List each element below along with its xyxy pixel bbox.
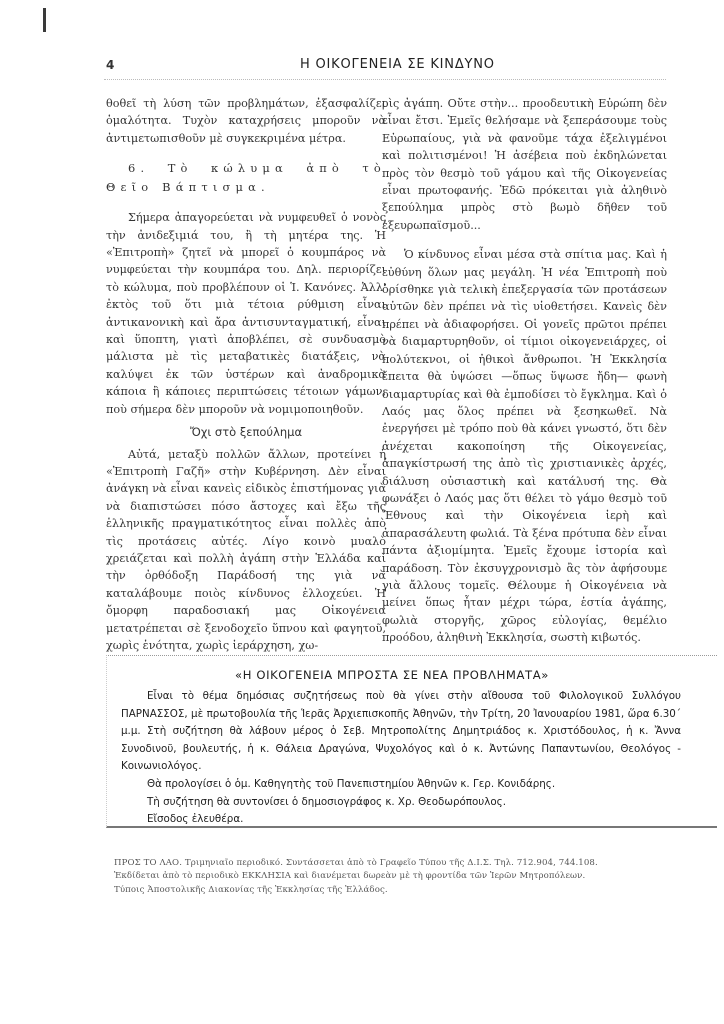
announcement-title: «Η ΟΙΚΟΓΕΝΕΙΑ ΜΠΡΟΣΤΑ ΣΕ ΝΕΑ ΠΡΟΒΛΗΜΑΤΑ» <box>235 668 549 682</box>
running-title: Η ΟΙΚΟΓΕΝΕΙΑ ΣΕ ΚΙΝΔΥΝΟ <box>300 57 495 72</box>
continuation-paragraph: ρὶς ἀγάπη. Οὔτε στὴν... προοδευτικὴ Εὐρώπη δὲν εἶναι ἔτσι. Ἐμεῖς θελήσαμε νὰ ξεπεράσουμε τοὺς Εὐρωπαίους, γιὰ νὰ φανοῦμε τάχα ἐξελιγμένοι καὶ πολιτισμένοι! Ἡ ἀσέβεια ποὺ ἐκδηλώνεται πρὸς τὸν θεσμὸ τοῦ γάμου καὶ τῆς Οἰκογενείας εἶναι πρωτοφανής. Ἐδῶ πρόκειται γιὰ ἀληθινὸ ξεπούλημα μπρὸς στὸ βωμὸ δῆθεν τοῦ ἐξευρωπαϊσμοῦ... <box>382 97 667 232</box>
subheading-paragraph: Αὐτά, μεταξὺ πολλῶν ἄλλων, προτείνει ἡ «Ἐπιτροπὴ Γαζῆ» στὴν Κυβέρνηση. Δὲν εἶναι ἀνάγκη νὰ εἶναι κανεὶς εἰδικὸς ἐπιστήμονας γιὰ νὰ διαπιστώσει πόσο ἄστοχες καὶ ἔξω τῆς ἑλληνικῆς πραγματικότητος εἶναι πολλὲς ἀπὸ τὶς προτάσεις αὐτές. Λίγο κοινὸ μυαλὸ χρειάζεται καὶ πολλὴ ἀγάπη στὴν Ἑλλάδα καὶ τὴν ὀρθόδοξη Παράδοσή της γιὰ νὰ καταλάβουμε ποιὸς κίνδυνος ἐλλοχεύει. Ἡ ὄμορφη παραδοσιακή μας Οἰκογένεια μετατρέπεται σὲ ξενοδοχεῖο ὕπνου καὶ φαγητοῦ, χωρὶς ἑνότητα, χωρὶς ἱεράρχηση, χω- <box>106 447 386 652</box>
page-number: 4 <box>106 58 115 72</box>
announcement-paragraph: Εἶναι τὸ θέμα δημόσιας συζητήσεως ποὺ θὰ γίνει στὴν αἴθουσα τοῦ Φιλολογικοῦ Συλλόγου ΠΑΡΝΑΣΣΟΣ, μὲ πρωτοβουλία τῆς Ἱερᾶς Ἀρχιεπισκοπῆς Ἀθηνῶν, τὴν Τρίτη, 20 Ἰανουαρίου 1981, ὥρα 6.30΄ μ.μ. Στὴ συζήτηση θὰ λάβουν μέρος ὁ Σεβ. Μητροπολίτης Δημητριάδος κ. Χριστόδουλος, ἡ κ. Ἄννα Συνοδινοῦ, βουλευτής, ἡ κ. Θάλεια Δραγώνα, Ψυχολόγος καὶ ὁ κ. Ἀντώνης Παπαντωνίου, Θεολόγος - Κοινωνιολόγος. <box>121 690 681 773</box>
announcement-body <box>121 688 681 829</box>
danger-paragraph: Ὁ κίνδυνος εἶναι μέσα στὰ σπίτια μας. Καὶ ἡ εὐθύνη ὅλων μας μεγάλη. Ἡ νέα Ἐπιτροπὴ ποὺ ὁρίσθηκε γιὰ τελικὴ ἐπεξεργασία τῶν προτάσεων αὐτῶν δὲν πρέπει νὰ τὶς υἱοθετήσει. Κανεὶς δὲν πρέπει νὰ ἀδιαφορήσει. Οἱ γονεῖς πρῶτοι πρέπει νὰ διαμαρτυρηθοῦν, οἱ τίμιοι οἰκογενειάρχες, οἱ πολύτεκνοι, οἱ ἠθικοὶ ἄνθρωποι. Ἡ Ἐκκλησία ἔπειτα θὰ ὑψώσει —ὅπως ὕψωσε ἤδη— φωνὴ διαμαρτυρίας καὶ θὰ ἐμποδίσει τὸ ἔγκλημα. Καὶ ὁ Λαός μας ὅλος πρέπει νὰ ξεσηκωθεῖ. Νὰ ἐνεργήσει μὲ τρόπο ποὺ θὰ κάνει γνωστό, ὅτι δὲν ἀνέχεται κακοποίηση τῆς Οἰκογενείας, ἀπαγκίστρωσή της ἀπὸ τὶς χριστιανικὲς ἀρχές, διάλυση οὐσιαστικὴ καὶ κατάλυσή της. Θὰ φωνάξει ὁ Λαός μας ὅτι θέλει τὸ γάμο θεσμὸ τοῦ Ἔθνους καὶ τὴν Οἰκογένεια ἱερὴ καὶ ἀπαρασάλευτη φωλιά. Τὰ ξένα πρότυπα δὲν εἶναι πάντα ἀξιομίμητα. Ἐμεῖς ἔχουμε ἱστορία καὶ παράδοση. Τὸν ἐκσυγχρονισμὸ ἂς τὸν ἀφήσουμε γιὰ ἄλλους τομεῖς. Θέλουμε ἡ Οἰκογένεια νὰ μείνει ὅπως ἦταν μέχρι τώρα, ἑστία ἀγάπης, φωλιὰ στοργῆς, χῶρος εὐλογίας, θεμέλιο προόδου, ἀληθινὴ Ἐκκλησία, σωστὴ κιβωτός. <box>382 248 667 645</box>
subheading: Ὄχι στὸ ξεπούλημα <box>189 425 303 440</box>
announcement-paragraph: Τὴ συζήτηση θὰ συντονίσει ὁ δημοσιογράφος κ. Χρ. Θεοδωρόπουλος. <box>147 795 506 808</box>
colophon-line: Ἐκδίδεται ἀπὸ τὸ περιοδικὸ ΕΚΚΛΗΣΙΑ καὶ διανέμεται δωρεὰν μὲ τὴ φροντίδα τῶν Ἱερῶν Μητροπόλεων. <box>114 871 586 882</box>
announcement-box <box>106 655 717 828</box>
section-paragraph: Σήμερα ἀπαγορεύεται νὰ νυμφευθεῖ ὁ νονὸς τὴν ἀνιδεξιμιά του, ἢ τὴ μητέρα της. Ἡ «Ἐπιτροπὴ» ζητεῖ νὰ μπορεῖ ὁ κουμπάρος νὰ νυμφεύεται τὴν κουμπάρα του. Δηλ. περιορίζει τὸ κώλυμα, ποὺ προβλέπουν οἱ Ἱ. Κανόνες. Ἀλλ' ἐκτὸς τοῦ ὅτι μιὰ τέτοια ρύθμιση εἶναι ἀντικανονικὴ καὶ ἄρα ἀντισυνταγματική, εἶναι καὶ ὕποπτη, γιατὶ ἀποβλέπει, σὲ συνδυασμὸ μάλιστα μὲ τὶς μεταβατικὲς διατάξεις, νὰ καλύψει ἐκ τῶν ὑστέρων καὶ ἀναδρομικὰ κάποια ἢ κάποιες περιπτώσεις τέτοιων γάμων, ποὺ σήμερα δὲν μποροῦν νὰ νομιμοποιηθοῦν. <box>106 211 386 416</box>
colophon-line: Τύποις Ἀποστολικῆς Διακονίας τῆς Ἐκκλησίας τῆς Ἑλλάδος. <box>114 884 388 895</box>
scan-margin-mark <box>43 8 46 32</box>
colophon <box>114 857 716 897</box>
header-rule <box>104 79 666 80</box>
colophon-line: ΠΡΟΣ ΤΟ ΛΑΟ. Τριμηνιαῖο περιοδικό. Συντάσσεται ἀπὸ τὸ Γραφεῖο Τύπου τῆς Δ.Ι.Σ. Τηλ. 712.904, 744.108. <box>114 858 598 868</box>
intro-paragraph: θοθεῖ τὴ λύση τῶν προβλημάτων, ἐξασφαλίζει ὁμαλότητα. Τυχὸν καταχρήσεις μποροῦν νὰ ἀντιμετωπισθοῦν μὲ συγκεκριμένα μέτρα. <box>106 97 386 145</box>
announcement-paragraph: Εἴσοδος ἐλευθέρα. <box>147 813 244 826</box>
left-column <box>106 95 386 654</box>
announcement-paragraph: Θὰ προλογίσει ὁ ὁμ. Καθηγητὴς τοῦ Πανεπιστημίου Ἀθηνῶν κ. Γερ. Κονιδάρης. <box>147 777 556 790</box>
section-title: 6. Τὸ κώλυμα ἀπὸ τὸ Θεῖο Βάπτισμα. <box>106 161 386 195</box>
right-column <box>382 95 667 647</box>
